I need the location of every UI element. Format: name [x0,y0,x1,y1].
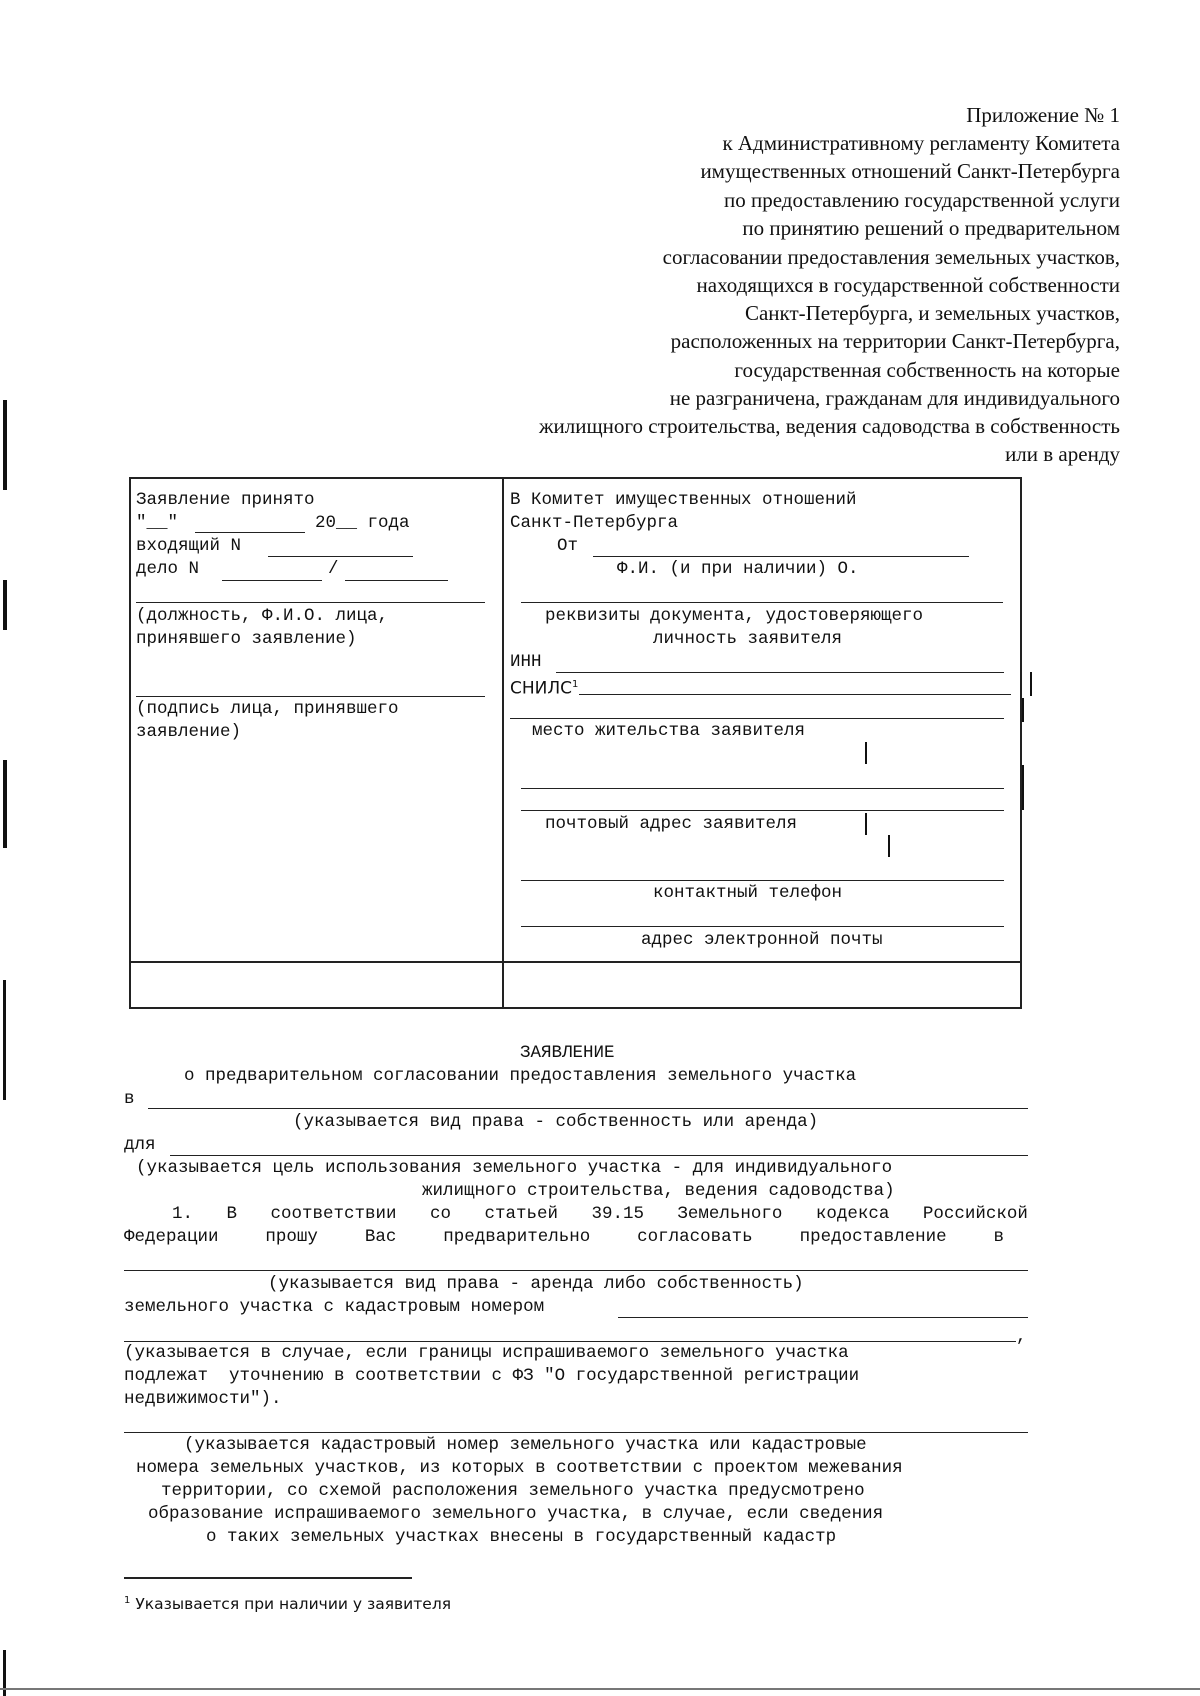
cadastral-numbers-hint: образование испрашиваемого земельного участка, в случае, если сведения [148,1504,884,1524]
fio-hint: Ф.И. (и при наличии) О. [617,559,859,579]
from-label: От [557,536,579,556]
cadastral-numbers-hint: о таких земельных участках внесены в государственный кадастр [206,1527,837,1547]
header-line: не разграничена, гражданам для индивидуального [669,386,1120,410]
clarify-hint: недвижимости"). [124,1389,282,1409]
right-type-line [148,1108,1028,1109]
application-subtitle: о предварительном согласовании предоставления земельного участка [184,1066,857,1086]
scan-mark [0,1688,1200,1690]
header-line: Санкт-Петербурга, и земельных участков, [744,301,1120,325]
purpose-hint: (указывается цель использования земельного участка - для индивидуального [136,1158,893,1178]
word: предварительно [443,1227,591,1247]
footnote-separator [124,1577,412,1579]
purpose-hint: жилищного строительства, ведения садоводства) [422,1181,895,1201]
clarify-hint: подлежат уточнению в соответствии с ФЗ "О государственной регистрации [124,1366,860,1386]
incoming-label: входящий N [136,536,242,556]
header-line: расположенных на территории Санкт-Петербурга, [670,329,1120,353]
word: соответствии [270,1204,397,1224]
scan-mark [3,580,7,630]
phone-field-line [521,926,1004,927]
position-hint: (должность, Ф.И.О. лица, [136,606,389,626]
case-label: дело N [136,559,200,579]
date-year: 20__ года [315,513,410,533]
residence-field-line [521,788,1004,789]
cadastral-numbers-line [124,1432,1028,1433]
right-kind-line [124,1270,1028,1271]
header-line: или в аренду [1005,442,1120,466]
addressee: В Комитет имущественных отношений [510,490,857,510]
signature-line [136,696,485,697]
postal-field-line [521,880,1004,881]
word: Федерации [124,1227,219,1247]
paragraph-1-line [124,1226,1004,1248]
word: в [993,1227,1004,1247]
residence-hint: место жительства заявителя [532,721,806,741]
scan-mark [3,760,7,848]
header-line: государственная собственность на которые [734,358,1120,382]
position-line [136,602,485,603]
table-divider [129,961,1022,963]
scan-mark [1030,672,1032,696]
table-divider [502,477,504,1009]
signature-hint: заявление) [136,722,242,742]
scan-mark [865,813,867,835]
cadastral-numbers-hint: (указывается кадастровый номер земельного участка или кадастровые [184,1435,867,1455]
phone-hint: контактный телефон [653,883,843,903]
inn-label: ИНН [510,652,542,672]
email-hint: адрес электронной почты [641,930,883,950]
snils-field-line [579,694,1011,695]
header-line: жилищного строительства, ведения садоводства в собственность [539,414,1120,438]
word: согласовать [637,1227,753,1247]
case-slash: / [328,559,339,579]
word: Российской [922,1204,1028,1224]
scan-mark [3,980,6,1100]
word: прошу [265,1227,318,1247]
cadastral-numbers-hint: территории, со схемой расположения земельного участка предусмотрено [161,1481,865,1501]
postal-hint: почтовый адрес заявителя [545,814,798,834]
position-hint: принявшего заявление) [136,629,357,649]
clarify-hint: (указывается в случае, если границы испрашиваемого земельного участка [124,1343,849,1363]
footnote: $^1$ Указывается при наличии у заявителя [124,1595,452,1614]
cadastral-label: земельного участка с кадастровым номером [124,1297,545,1317]
from-field-line [593,556,969,557]
snils-label: СНИЛС$^1$ [510,678,579,699]
word: 39.15 [591,1204,644,1224]
addressee: Санкт-Петербурга [510,513,679,533]
in-label: в [124,1089,135,1109]
scan-mark [865,742,867,764]
date-quote: "__" [136,513,179,533]
signature-hint: (подпись лица, принявшего [136,699,399,719]
word: 1. [172,1204,194,1224]
case-field-line [345,580,448,581]
header-line: имущественных отношений Санкт-Петербурга [700,159,1120,183]
word: статьей [484,1204,558,1224]
scan-mark [1022,698,1024,722]
right-type-hint: (указывается вид права - собственность или аренда) [293,1112,819,1132]
word: Вас [364,1227,397,1247]
comma: , [1016,1327,1027,1347]
purpose-line [170,1155,1028,1156]
word: В [226,1204,237,1224]
accepted-label: Заявление принято [136,490,315,510]
scan-mark [888,835,890,857]
document-hint: реквизиты документа, удостоверяющего [545,606,924,626]
word: со [429,1204,451,1224]
incoming-field-line [268,556,413,557]
residence-field-line [521,810,1004,811]
cadastral-field-line [618,1317,1028,1318]
document-hint: личность заявителя [653,629,843,649]
application-title: ЗАЯВЛЕНИЕ [520,1043,615,1063]
document-line [521,602,1003,603]
header-line: по предоставлению государственной услуги [724,188,1120,212]
header-line: по принятию решений о предварительном [742,216,1120,240]
header-line: Приложение № 1 [966,103,1120,127]
header-line: согласовании предоставления земельных участков, [662,245,1120,269]
scan-mark [1022,765,1024,810]
scan-mark [3,400,7,490]
word: предоставление [799,1227,947,1247]
header-line: находящихся в государственной собственности [696,273,1120,297]
date-field-line [195,532,305,533]
header-line: к Административному регламенту Комитета [722,131,1120,155]
right-kind-hint: (указывается вид права - аренда либо собственность) [268,1274,804,1294]
for-label: для [124,1135,156,1155]
word: Земельного [677,1204,783,1224]
cadastral-numbers-hint: номера земельных участков, из которых в соответствии с проектом межевания [136,1458,903,1478]
inn-field-line [556,672,1004,673]
word: кодекса [815,1204,890,1224]
case-field-line [222,580,322,581]
extra-line [510,718,1004,719]
paragraph-1-line [124,1203,1028,1225]
